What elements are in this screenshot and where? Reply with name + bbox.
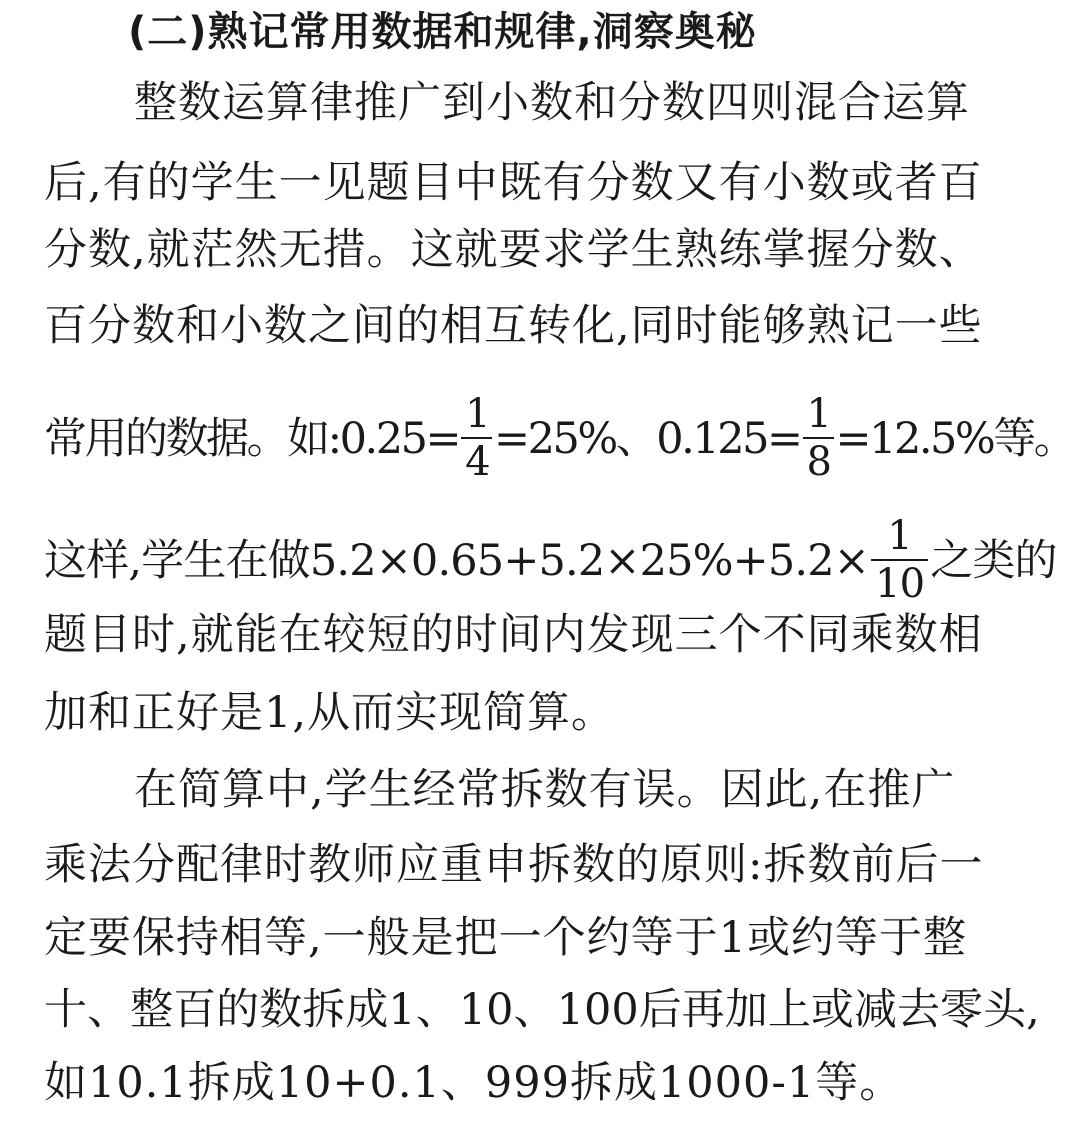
paragraph2-line2: 乘法分配律时教师应重申拆数的原则:拆数前后一 — [44, 840, 984, 890]
line5-text-b: =25%、0.125= — [494, 414, 801, 464]
fraction-numerator: 1 — [871, 513, 928, 561]
paragraph1-line3: 分数,就茫然无措。这就要求学生熟练掌握分数、 — [44, 225, 983, 275]
fraction-denominator: 4 — [465, 439, 489, 485]
section-heading: (二)熟记常用数据和规律,洞察奥秘 — [128, 9, 757, 55]
paragraph2-line5: 如10.1拆成10+0.1、999拆成1000-1等。 — [44, 1058, 904, 1108]
line6-text-b: 之类的 — [930, 536, 1057, 586]
fraction-numerator: 1 — [803, 391, 834, 439]
line5-text-c: =12.5%等。 — [835, 414, 1075, 464]
line6-text-a: 这样,学生在做5.2×0.65+5.2×25%+5.2× — [44, 536, 869, 586]
line5-text-a: 常用的数据。如:0.25= — [44, 414, 460, 464]
paragraph1-line4: 百分数和小数之间的相互转化,同时能够熟记一些 — [44, 301, 983, 351]
fraction-one-quarter — [461, 391, 492, 485]
paragraph2-line1: 在简算中,学生经常拆数有误。因此,在推广 — [134, 765, 956, 815]
paragraph1-line1: 整数运算律推广到小数和分数四则混合运算 — [134, 78, 970, 128]
paragraph1-line8: 加和正好是1,从而实现简算。 — [44, 688, 616, 738]
paragraph2-line3: 定要保持相等,一般是把一个约等于1或约等于整 — [44, 913, 968, 963]
paragraph1-line2: 后,有的学生一见题目中既有分数又有小数或者百 — [44, 158, 983, 208]
paragraph1-line6 — [44, 513, 1057, 611]
fraction-numerator: 1 — [461, 391, 492, 439]
fraction-one-tenth — [871, 513, 928, 607]
fraction-denominator: 8 — [806, 439, 830, 485]
paragraph1-line5 — [44, 391, 1075, 489]
fraction-denominator: 10 — [874, 561, 925, 607]
paragraph2-line4: 十、整百的数拆成1、10、100后再加上或减去零头, — [44, 985, 1040, 1035]
paragraph1-line7: 题目时,就能在较短的时间内发现三个不同乘数相 — [44, 610, 983, 660]
fraction-one-eighth — [803, 391, 834, 485]
